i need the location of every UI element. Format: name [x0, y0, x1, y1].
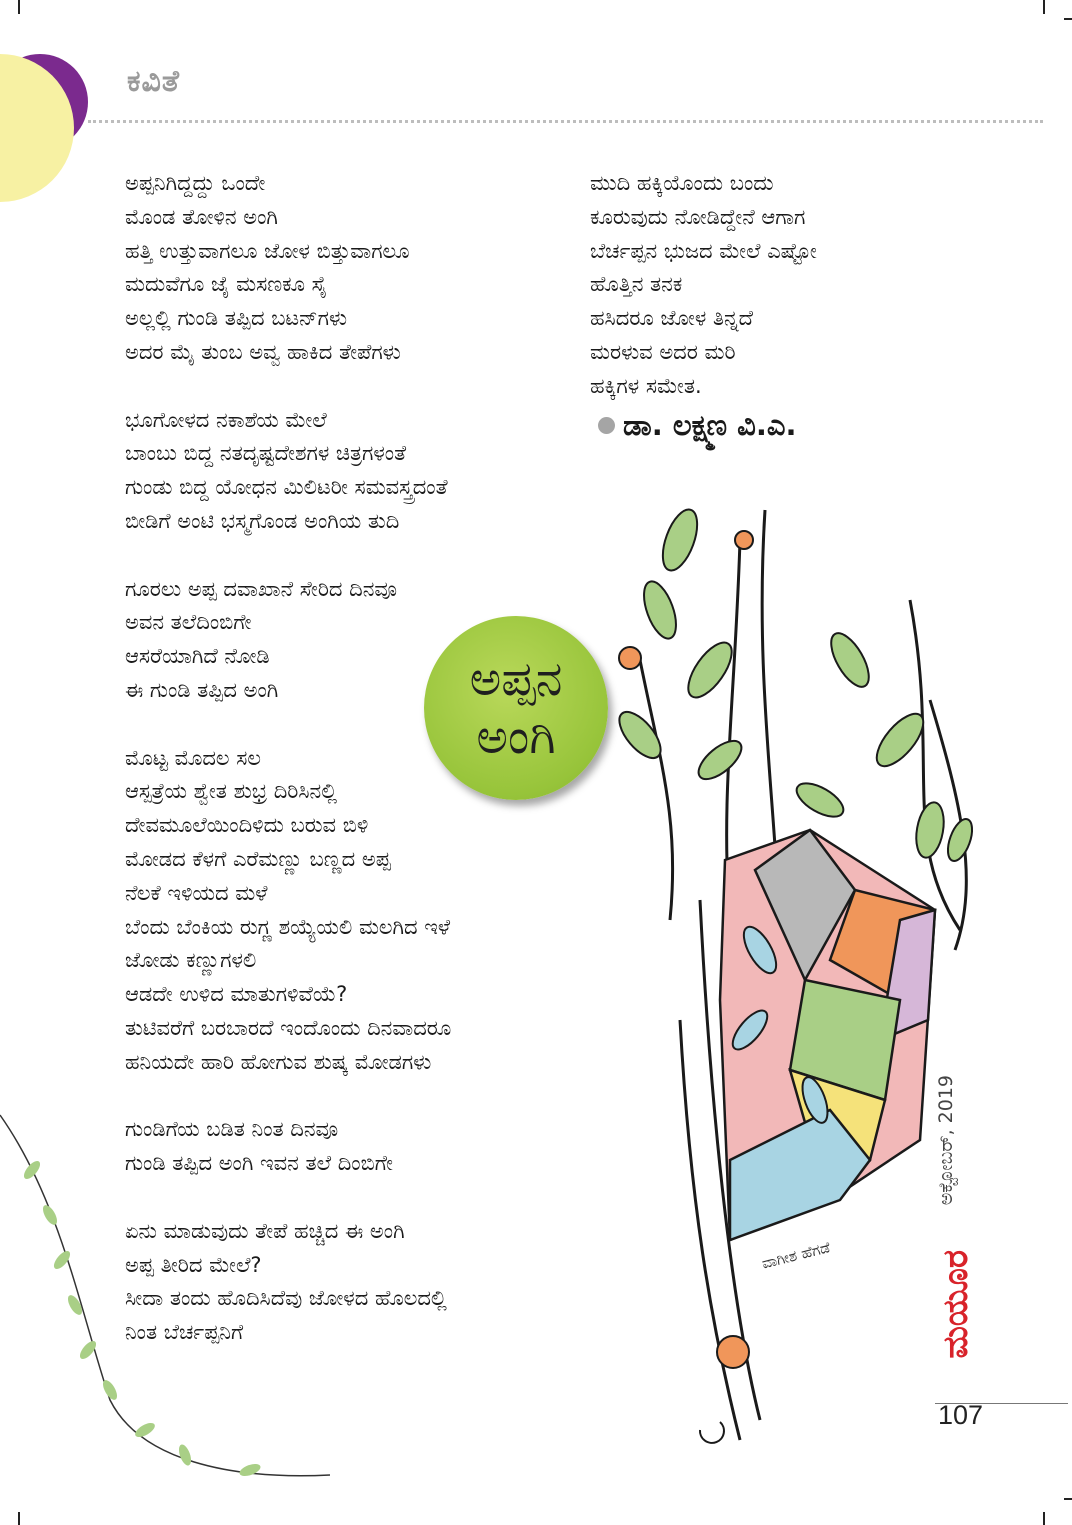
- poem-line: ಏನು ಮಾಡುವುದು ತೇಪೆ ಹಚ್ಚಿದ ಈ ಅಂಗಿ: [125, 1218, 405, 1243]
- poem-line: ಮೊಟ್ಟ ಮೊದಲ ಸಲ: [125, 745, 261, 770]
- crop-mark-right-lower: [1064, 1498, 1072, 1500]
- poem-line: ಮರಳುವ ಅದರ ಮರಿ: [590, 339, 736, 364]
- poem-line: ಬೀಡಿಗೆ ಅಂಟಿ ಭಸ್ಮಗೊಂಡ ಅಂಗಿಯ ತುದಿ: [125, 508, 400, 533]
- poem-title-line-1: ಅಪ್ಪನ: [469, 651, 563, 707]
- right-stanza: [590, 167, 920, 404]
- left-stanza: [125, 167, 595, 370]
- poem-line: ಬಾಂಬು ಬಿದ್ದ ನತದೃಷ್ಟದೇಶಗಳ ಚಿತ್ರಗಳಂತೆ: [125, 441, 407, 466]
- poem-line: ಗೂರಲು ಅಪ್ಪ ದವಾಖಾನೆ ಸೇರಿದ ದಿನವೂ: [125, 576, 398, 601]
- vine-decoration: [0, 1110, 340, 1490]
- poem-line: ಹತ್ತಿ ಉತ್ತುವಾಗಲೂ ಜೋಳ ಬಿತ್ತುವಾಗಲೂ: [125, 238, 410, 263]
- crop-mark-bottom-right: [1043, 1512, 1045, 1525]
- poem-line: ಸೀದಾ ತಂದು ಹೊದಿಸಿದೆವು ಜೋಳದ ಹೊಲದಲ್ಲಿ: [125, 1286, 447, 1311]
- poem-line: ಈ ಗುಂಡಿ ತಪ್ಪಿದ ಅಂಗಿ: [125, 677, 279, 702]
- poem-line: ದೇವಮೂಲೆಯಿಂದಿಳಿದು ಬರುವ ಬಿಳಿ: [125, 813, 369, 838]
- poem-line: ಬೆರ್ಚಪ್ಪನ ಭುಜದ ಮೇಲೆ ಎಷ್ಟೋ: [590, 238, 817, 263]
- poem-right-column: [590, 167, 920, 437]
- poem-line: ಕೂರುವುದು ನೋಡಿದ್ದೇನೆ ಆಗಾಗ: [590, 204, 806, 229]
- poem-line: ಹಕ್ಕಿಗಳ ಸಮೇತ.: [590, 373, 702, 398]
- poem-line: ಗುಂಡಿಗೆಯ ಬಡಿತ ನಿಂತ ದಿನವೂ: [125, 1117, 339, 1142]
- poem-title-line-2: ಅಂಗಿ: [476, 709, 556, 765]
- poem-line: ಹೊತ್ತಿನ ತನಕ: [590, 272, 683, 297]
- poem-line: ಹಸಿದರೂ ಜೋಳ ತಿನ್ನದೆ: [590, 306, 753, 331]
- poem-line: ಆಸ್ಪತ್ರೆಯ ಶ್ವೇತ ಶುಭ್ರ ದಿರಿಸಿನಲ್ಲಿ: [125, 779, 338, 804]
- poem-line: ಆಸರೆಯಾಗಿದೆ ನೋಡಿ: [125, 644, 270, 669]
- poem-line: ಅಲ್ಲಲ್ಲಿ ಗುಂಡಿ ತಪ್ಪಿದ ಬಟನ್‌ಗಳು: [125, 306, 348, 331]
- poem-line: ಅದರ ಮೈ ತುಂಬ ಅವ್ವ ಹಾಕಿದ ತೇಪೆಗಳು: [125, 339, 401, 364]
- left-stanza: [125, 404, 595, 539]
- section-label: ಕವಿತೆ: [127, 64, 180, 99]
- poem-line: ಮೋಡದ ಕೆಳಗೆ ಎರೆಮಣ್ಣು ಬಣ್ಣದ ಅಪ್ಪ: [125, 846, 391, 871]
- dotted-divider: [88, 120, 1043, 123]
- poem-line: ಅಪ್ಪನಿಗಿದ್ದದ್ದು ಒಂದೇ: [125, 171, 266, 195]
- poem-title-badge: [424, 616, 608, 800]
- magazine-logo: ಮಯೂರ: [936, 1250, 976, 1359]
- poem-line: ಬೆಂದು ಬೆಂಕಿಯ ರುಗ್ಣ ಶಯ್ಯೆಯಲಿ ಮಲಗಿದ ಇಳೆ: [125, 914, 451, 939]
- author-byline: [598, 408, 796, 443]
- crop-mark-top-right: [1043, 0, 1045, 14]
- crop-mark-bottom-left: [18, 1512, 20, 1525]
- poem-line: ಗುಂಡಿ ತಪ್ಪಿದ ಅಂಗಿ ಇವನ ತಲೆ ದಿಂಬಿಗೇ: [125, 1151, 393, 1176]
- poem-line: ಹನಿಯದೇ ಹಾರಿ ಹೋಗುವ ಶುಷ್ಕ ಮೋಡಗಳು: [125, 1049, 432, 1074]
- bullet-icon: [598, 417, 615, 434]
- poem-line: ಅಪ್ಪ ತೀರಿದ ಮೇಲೆ?: [125, 1252, 262, 1277]
- author-name: ಡಾ. ಲಕ್ಷ್ಮಣ ವಿ.ಎ.: [623, 408, 797, 442]
- poem-line: ಅವನ ತಲೆದಿಂಬಿಗೇ: [125, 610, 252, 635]
- poem-line: ಗುಂಡು ಬಿದ್ದ ಯೋಧನ ಮಿಲಿಟರೀ ಸಮವಸ್ತ್ರದಂತೆ: [125, 475, 448, 500]
- shirt-vine-illustration: [600, 500, 980, 1470]
- issue-date: ಅಕ್ಟೋಬರ್, 2019: [935, 1075, 957, 1206]
- poem-line: ಭೂಗೋಳದ ನಕಾಶೆಯ ಮೇಲೆ: [125, 407, 327, 432]
- poem-line: ಮುದಿ ಹಕ್ಕಿಯೊಂದು ಬಂದು: [590, 171, 774, 195]
- poem-line: ನಿಂತ ಬೆರ್ಚಪ್ಪನಿಗೆ: [125, 1320, 244, 1345]
- poem-line: ಆಡದೇ ಉಳಿದ ಮಾತುಗಳಿವೆಯೆ?: [125, 982, 348, 1007]
- crop-mark-right-upper: [1064, 18, 1072, 20]
- artist-credit: ವಾಗೀಶ ಹೆಗಡೆ: [760, 1238, 833, 1273]
- poem-line: ಜೋಡು ಕಣ್ಣುಗಳಲಿ: [125, 948, 257, 973]
- poem-line: ನೆಲಕೆ ಇಳಿಯದ ಮಳೆ: [125, 880, 268, 905]
- poem-line: ತುಟಿವರೆಗೆ ಬರಬಾರದೆ ಇಂದೊಂದು ದಿನವಾದರೂ: [125, 1015, 452, 1040]
- poem-line: ಮೊಂಡ ತೋಳಿನ ಅಂಗಿ: [125, 204, 278, 229]
- page-number: 107: [938, 1400, 984, 1430]
- poem-line: ಮದುವೆಗೂ ಜೈ ಮಸಣಕೂ ಸೈ: [125, 272, 328, 297]
